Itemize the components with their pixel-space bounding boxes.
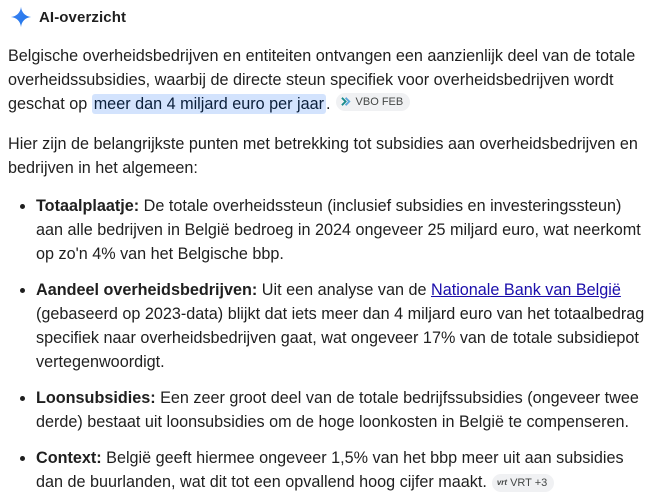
vbo-logo-icon: [341, 96, 353, 108]
ai-overview-title: AI-overzicht: [39, 8, 127, 26]
highlighted-figure[interactable]: meer dan 4 miljard euro per jaar: [93, 95, 325, 113]
list-item: [36, 386, 648, 434]
vrt-logo-icon: vrt: [496, 478, 508, 487]
bullet-term: Totaalplaatje:: [36, 197, 140, 215]
gemini-spark-icon: [9, 5, 33, 29]
nbb-link[interactable]: Nationale Bank van België: [431, 281, 621, 299]
bullet-text: De totale overheidssteun (inclusief subsidies en investeringssteun) aan alle bedrijven in België bedroeg in 2024 ongeveer 25 miljard euro, wat neerkomt op zo'n 4% van het Belgische bbp.: [36, 197, 641, 263]
bullet-text-end: (gebaseerd op 2023-data) blijkt dat iets meer dan 4 miljard euro van het totaalbedrag specifiek naar overheidsbedrijven gaat, wat ongeveer 17% van de totale subsidiepot vertegenwoordigt.: [36, 305, 645, 371]
lead-paragraph: Hier zijn de belangrijkste punten met betrekking tot subsidies aan overheidsbedrijven en bedrijven in het algemeen:: [8, 135, 638, 177]
source-chip-vrt[interactable]: [492, 474, 554, 492]
intro-paragraph: [8, 44, 648, 116]
intro-text-end: .: [326, 95, 331, 113]
bullet-term: Loonsubsidies:: [36, 389, 156, 407]
bullet-text: België geeft hiermee ongeveer 1,5% van het bbp meer uit aan subsidies dan de buurlanden, wat dit tot een opvallend hoog cijfer maakt.: [36, 449, 624, 491]
ai-overview-header: [8, 0, 648, 34]
list-item: [36, 194, 648, 266]
key-points-list: [8, 194, 648, 494]
bullet-term: Context:: [36, 449, 102, 467]
list-item: [36, 446, 648, 494]
source-chip-label: VBO FEB: [355, 95, 404, 108]
bullet-text: Een zeer groot deel van de totale bedrijfssubsidies (ongeveer twee derde) bestaat uit loonsubsidies om de hoge loonkosten in België te compenseren.: [36, 389, 639, 431]
bullet-term: Aandeel overheidsbedrijven:: [36, 281, 258, 299]
intro-text: Belgische overheidsbedrijven en entiteiten ontvangen een aanzienlijk deel van de totale overheidssubsidies, waarbij de directe steun specifiek voor overheidsbedrijven wordt geschat op: [8, 47, 636, 113]
bullet-text: Uit een analyse van de: [257, 281, 431, 299]
list-item: [36, 278, 648, 374]
source-chip-label: VRT +3: [510, 477, 548, 489]
source-chip-vbo[interactable]: [336, 93, 411, 111]
